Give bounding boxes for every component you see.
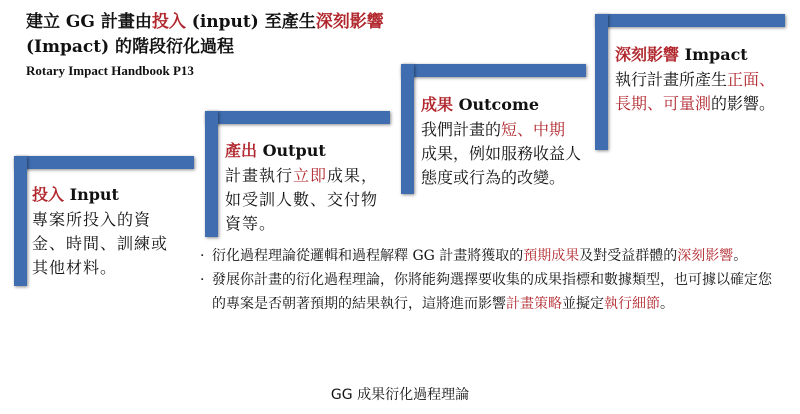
title-text: 建立 GG 計畫由	[26, 12, 152, 32]
step-bar-outcome-side	[401, 64, 414, 194]
step-bar-impact-side	[595, 14, 608, 150]
title-highlight-impact: 深刻影響	[315, 12, 384, 32]
figure-caption: GG 成果衍化過程理論	[330, 387, 470, 403]
bullet-item: · 發展你計畫的衍化過程理論，你將能夠選擇要收集的成果指標和數據類型，也可據以確定您的專案是否朝著預期的結果執行，這將進而影響計畫策略並擬定執行細節。	[200, 268, 785, 316]
bullet-item: · 衍化過程理論從邏輯和過程解釋 GG 計畫將獲取的預期成果及對受益群體的深刻影響。	[200, 244, 785, 268]
diagram-subtitle: Rotary Impact Handbook P13	[26, 63, 194, 78]
explanation-bullets	[200, 244, 785, 316]
title-text: (input) 至產生	[185, 12, 316, 32]
stage-text-input: 專案所投入的資金、時間、訓練或其他材料。	[32, 210, 169, 277]
stage-label-output: 產出 Output	[225, 141, 326, 160]
stage-text-output: 計畫執行立即成果，如受訓人數、交付物資等。	[225, 166, 379, 233]
step-bar-outcome-top	[401, 64, 586, 77]
stage-label-input: 投入 Input	[32, 185, 119, 204]
stage-label-impact: 深刻影響 Impact	[615, 45, 748, 64]
bullet-marker: ·	[200, 248, 205, 264]
stage-text-impact: 執行計畫所產生正面、長期、可量測的影響。	[615, 70, 776, 113]
step-bar-impact-top	[595, 14, 785, 27]
step-bar-output-top	[205, 111, 390, 124]
step-bar-output-side	[205, 111, 218, 237]
title-highlight-input: 投入	[151, 12, 186, 32]
bullet-marker: ·	[200, 272, 205, 288]
step-bar-input-top	[14, 156, 194, 169]
diagram-title	[26, 10, 386, 60]
stage-label-outcome: 成果 Outcome	[421, 95, 540, 114]
stage-text-outcome: 我們計畫的短、中期成果，例如服務收益人態度或行為的改變。	[421, 120, 582, 187]
step-bar-input-side	[14, 156, 27, 286]
title-text: (Impact) 的階段衍化過程	[26, 37, 235, 57]
